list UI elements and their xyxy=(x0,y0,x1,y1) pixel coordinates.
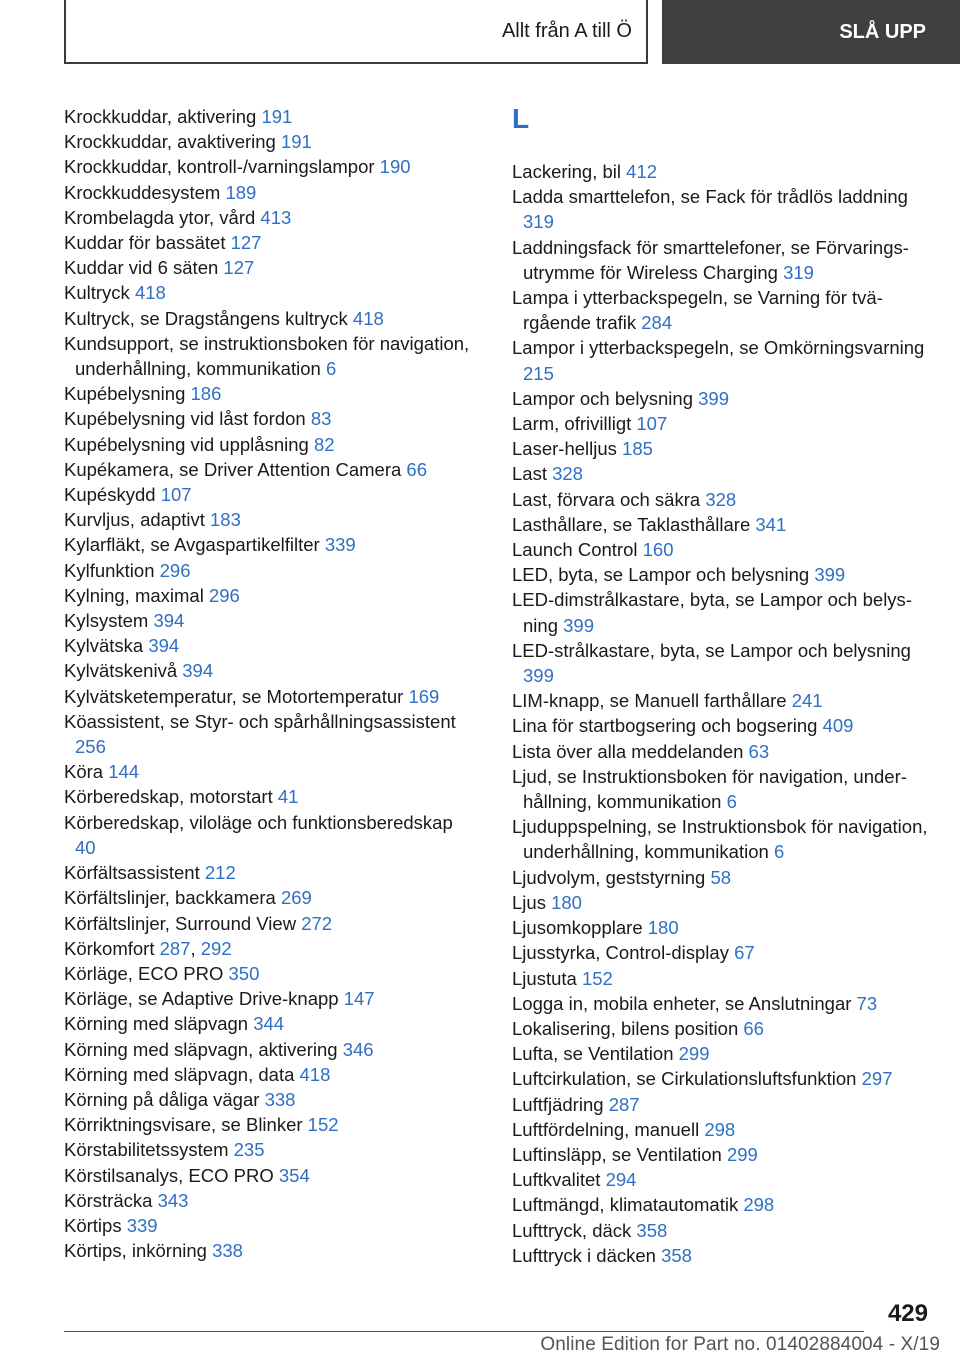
index-entry-term: Körstabilitetssystem xyxy=(64,1139,229,1161)
page-link[interactable]: 127 xyxy=(223,257,255,279)
index-entry-term: Ljuduppspelning, se Instruktionsbok för navigation, underhållning, kommunikation xyxy=(512,816,928,863)
index-entry xyxy=(64,1213,474,1238)
page-link[interactable]: 73 xyxy=(856,992,878,1014)
index-entry-term: Kupékamera, se Driver Attention Camera xyxy=(64,458,402,480)
page-link[interactable]: 399 xyxy=(698,387,730,409)
index-entry-term: Ljus xyxy=(512,891,546,913)
page-link[interactable]: 346 xyxy=(342,1038,374,1060)
index-entry xyxy=(512,184,932,234)
index-entry-term: Kupéskydd xyxy=(64,484,156,506)
index-entry-term: Launch Control xyxy=(512,539,638,561)
index-entry xyxy=(512,713,932,738)
tab-allt-fran-a-till-o-label: Allt från A till Ö xyxy=(501,19,632,42)
page-link[interactable]: 394 xyxy=(182,660,214,682)
index-entry xyxy=(512,537,932,562)
index-entry xyxy=(64,759,474,784)
index-entry xyxy=(64,986,474,1011)
index-entry-term: Ljustuta xyxy=(512,967,577,989)
index-entry-term: Lina för startbogsering och bogsering xyxy=(512,715,818,737)
page-link[interactable]: 409 xyxy=(822,715,854,737)
page-link[interactable]: 191 xyxy=(280,131,312,153)
index-entry xyxy=(512,814,932,864)
index-entry-term: Lufttryck i däcken xyxy=(512,1244,656,1266)
index-entry xyxy=(64,255,474,280)
index-entry xyxy=(64,633,474,658)
index-entry xyxy=(64,1137,474,1162)
index-entry-term: Luftinsläpp, se Ventilation xyxy=(512,1143,722,1165)
index-entry-term: Luftfördelning, manuell xyxy=(512,1118,700,1140)
page-link[interactable]: 341 xyxy=(755,513,787,535)
index-entry-term: Körtips xyxy=(64,1214,122,1236)
index-entry xyxy=(512,487,932,512)
index-entry xyxy=(512,1066,932,1091)
index-entry xyxy=(64,658,474,683)
index-entry xyxy=(512,1243,932,1268)
index-entry xyxy=(512,1016,932,1041)
index-entry-term: Körning med släpvagn, aktivering xyxy=(64,1038,338,1060)
index-entry-term: Lampor och belysning xyxy=(512,387,693,409)
page-link[interactable]: 147 xyxy=(343,988,375,1010)
index-entry-term: Laddningsfack för smarttelefoner, se Förvaringsutrymme för Wireless Charging xyxy=(512,236,909,283)
index-entry xyxy=(64,583,474,608)
index-entry xyxy=(64,331,474,381)
index-entry xyxy=(512,411,932,436)
index-entry xyxy=(512,159,932,184)
index-entry xyxy=(64,1188,474,1213)
index-entry xyxy=(64,432,474,457)
index-entry xyxy=(64,532,474,557)
index-entry-term: Laser-helljus xyxy=(512,438,617,460)
index-entry-term: Körfältsassistent xyxy=(64,862,200,884)
page-link[interactable]: 40 xyxy=(75,836,96,858)
index-entry-term: Körläge, ECO PRO xyxy=(64,962,224,984)
index-entry-term: Körriktningsvisare, se Blinker xyxy=(64,1114,303,1136)
page-link[interactable]: 67 xyxy=(734,942,755,964)
page-link[interactable]: 338 xyxy=(264,1088,296,1110)
page-link[interactable]: 298 xyxy=(743,1194,775,1216)
index-entry xyxy=(64,104,474,129)
page-link[interactable]: 297 xyxy=(861,1068,893,1090)
page-link[interactable]: 284 xyxy=(641,312,673,334)
footer-edition-text: Online Edition for Part no. 01402884004 - X/19 xyxy=(540,1334,940,1355)
page-link[interactable]: 6 xyxy=(726,791,737,813)
page-link[interactable]: 183 xyxy=(210,509,241,531)
index-entry xyxy=(64,507,474,532)
index-entry xyxy=(64,558,474,583)
index-entry xyxy=(64,1163,474,1188)
index-entry xyxy=(512,461,932,486)
page-link[interactable]: 272 xyxy=(301,912,333,934)
index-entry-term: Lampor i ytterbackspegeln, se Omkörningsvarning xyxy=(512,337,925,359)
index-entry-term: Kundsupport, se instruktionsboken för navigation, underhållning, kommunikation xyxy=(64,332,470,380)
index-entry-term: Last, förvara och säkra xyxy=(512,488,701,510)
footer-divider xyxy=(64,1331,864,1332)
index-entry-term: Krockkuddesystem xyxy=(64,181,221,203)
page-link[interactable]: 296 xyxy=(159,559,191,581)
index-entry xyxy=(64,381,474,406)
page-number: 429 xyxy=(887,1300,928,1327)
index-entry-term: Kylfunktion xyxy=(64,559,155,581)
index-column-left xyxy=(64,104,474,1263)
index-entry-term: LED-strålkastare, byta, se Lampor och belysning xyxy=(512,639,911,661)
page-link[interactable]: 358 xyxy=(661,1244,692,1266)
page-link[interactable]: 186 xyxy=(190,383,222,405)
page-link[interactable]: 190 xyxy=(379,156,411,178)
index-entry-term: Körberedskap, viloläge och funktionsberedskap xyxy=(64,811,453,833)
page-link[interactable]: 319 xyxy=(523,211,554,233)
index-entry-term: Körkomfort xyxy=(64,937,155,959)
page-link[interactable]: 169 xyxy=(408,685,440,707)
index-entry xyxy=(512,638,932,688)
index-entry-term: Köassistent, se Styr- och spårhållningsassistent xyxy=(64,710,456,732)
index-entry-term: Last xyxy=(512,463,547,485)
index-entry xyxy=(64,1087,474,1112)
index-entry xyxy=(512,764,932,814)
index-entry-term: Kurvljus, adaptivt xyxy=(64,509,205,531)
index-entry-term: Körstilsanalys, ECO PRO xyxy=(64,1164,274,1186)
index-entry-term: LED, byta, se Lampor och belysning xyxy=(512,564,810,586)
page-link[interactable]: 418 xyxy=(352,307,384,329)
page-link[interactable]: 152 xyxy=(581,967,613,989)
index-entry xyxy=(64,180,474,205)
index-entry-term: Kylvätska xyxy=(64,635,144,657)
page-link[interactable]: 287 xyxy=(159,937,191,959)
index-entry xyxy=(64,810,474,860)
index-entry-term: Lokalisering, bilens position xyxy=(512,1017,739,1039)
index-entry-term: Ljudvolym, geststyrning xyxy=(512,866,706,888)
page-link[interactable]: 339 xyxy=(126,1214,158,1236)
index-entry-term: Luftmängd, klimatautomatik xyxy=(512,1194,739,1216)
tab-sla-upp[interactable] xyxy=(662,0,960,64)
index-entry-term: Luftkvalitet xyxy=(512,1169,601,1191)
page-link[interactable]: 412 xyxy=(626,161,658,182)
index-entry-term: LIM-knapp, se Manuell farthållare xyxy=(512,690,787,712)
page-link[interactable]: 6 xyxy=(773,841,785,863)
index-entry-term: Kultryck xyxy=(64,282,130,304)
page-link[interactable]: 328 xyxy=(705,488,737,510)
page-link[interactable]: 58 xyxy=(710,866,732,888)
page-link[interactable]: 344 xyxy=(253,1013,285,1035)
index-entry xyxy=(64,1011,474,1036)
index-entry xyxy=(64,280,474,305)
index-entry xyxy=(512,285,932,335)
index-entry xyxy=(64,406,474,431)
index-entry xyxy=(512,436,932,461)
index-entry xyxy=(64,306,474,331)
index-entry-term: Körberedskap, motorstart xyxy=(64,786,273,808)
index-entry-term: Körsträcka xyxy=(64,1189,153,1211)
page-link[interactable]: 215 xyxy=(523,362,554,384)
index-entry xyxy=(512,1092,932,1117)
page-link[interactable]: 350 xyxy=(228,962,260,984)
page-link[interactable]: 418 xyxy=(299,1063,331,1085)
index-entry-term: Kylvätskenivå xyxy=(64,660,178,682)
index-entry-term: Ljusstyrka, Control-display xyxy=(512,942,729,964)
page-link[interactable]: 66 xyxy=(406,458,427,480)
page-link[interactable]: 294 xyxy=(605,1169,637,1191)
index-entry xyxy=(512,235,932,285)
index-entry-term: Lasthållare, se Taklasthållare xyxy=(512,513,751,535)
page-link[interactable]: 418 xyxy=(134,282,166,304)
index-entry-term: Luftfjädring xyxy=(512,1093,604,1115)
index-entry-term: Kuddar för bassätet xyxy=(64,232,226,254)
index-entry xyxy=(512,1167,932,1192)
page-link[interactable]: 107 xyxy=(160,484,192,506)
index-entry-term: Köra xyxy=(64,761,104,783)
page-link[interactable]: 269 xyxy=(280,887,312,909)
page-link[interactable]: 107 xyxy=(636,413,668,435)
index-entry xyxy=(64,784,474,809)
index-entry xyxy=(512,688,932,713)
index-entry-term: Logga in, mobila enheter, se Anslutningar xyxy=(512,992,852,1014)
index-entry-term: Krockkuddar, kontroll-/varningslampor xyxy=(64,156,375,178)
index-entry xyxy=(512,991,932,1016)
page-link[interactable]: 241 xyxy=(791,690,823,712)
page-link[interactable]: 66 xyxy=(743,1017,764,1039)
page-link[interactable]: 180 xyxy=(551,891,582,913)
page-link[interactable]: 298 xyxy=(704,1118,736,1140)
page-link[interactable]: 144 xyxy=(108,761,140,783)
page-link[interactable]: 6 xyxy=(325,358,337,380)
page-link[interactable]: 394 xyxy=(153,610,185,632)
page-link[interactable]: 189 xyxy=(225,181,257,203)
index-entry-term: Kylsystem xyxy=(64,610,149,632)
index-entry xyxy=(512,587,932,637)
index-entry xyxy=(512,739,932,764)
index-entry-term: Kuddar vid 6 säten xyxy=(64,257,219,279)
index-entry xyxy=(512,386,932,411)
page-link[interactable]: 256 xyxy=(75,736,106,758)
index-entry-term: Körning med släpvagn, data xyxy=(64,1063,295,1085)
page-link[interactable]: 413 xyxy=(260,206,292,228)
index-column-right xyxy=(512,104,932,1268)
page-link[interactable]: 339 xyxy=(324,534,356,556)
index-entry xyxy=(64,230,474,255)
index-entry xyxy=(512,512,932,537)
index-entry xyxy=(512,865,932,890)
page-link[interactable]: 358 xyxy=(636,1219,668,1241)
page-separator: , xyxy=(190,937,201,959)
index-entry-term: Krombelagda ytor, vård xyxy=(64,206,256,228)
page-link[interactable]: 235 xyxy=(233,1139,265,1161)
page-link[interactable]: 180 xyxy=(647,917,679,939)
index-entry xyxy=(64,608,474,633)
index-entry xyxy=(512,1041,932,1066)
page-link[interactable]: 83 xyxy=(310,408,332,430)
page-link[interactable]: 343 xyxy=(157,1189,189,1211)
index-entry-term: Körtips, inkörning xyxy=(64,1240,207,1262)
index-entry-term: Larm, ofrivilligt xyxy=(512,413,632,435)
page-link[interactable]: 287 xyxy=(608,1093,640,1115)
page-link[interactable]: 299 xyxy=(678,1043,710,1065)
index-entry xyxy=(64,860,474,885)
index-entry xyxy=(64,1238,474,1263)
index-entry xyxy=(512,890,932,915)
index-entry-term: Lufttryck, däck xyxy=(512,1219,632,1241)
index-entry-term: Ljusomkopplare xyxy=(512,917,643,939)
page-link[interactable]: 160 xyxy=(642,539,674,561)
index-entry-term: Kultryck, se Dragstångens kultryck xyxy=(64,307,348,329)
page-link[interactable]: 127 xyxy=(230,232,262,254)
page-link[interactable]: 41 xyxy=(277,786,299,808)
index-entry-term: Ladda smarttelefon, se Fack för trådlös laddning xyxy=(512,186,908,208)
section-letter-heading: L xyxy=(512,103,530,134)
page-link[interactable]: 399 xyxy=(523,665,554,687)
index-entry xyxy=(512,915,932,940)
index-entry-term: Kupébelysning xyxy=(64,383,186,405)
index-entry xyxy=(64,936,474,961)
index-entry-term: Ljud, se Instruktionsboken för navigation, underhållning, kommunikation xyxy=(512,765,907,813)
index-entry xyxy=(512,940,932,965)
page-link[interactable]: 82 xyxy=(313,433,335,455)
index-entry-term: Körfältslinjer, backkamera xyxy=(64,887,276,909)
index-entry xyxy=(64,482,474,507)
page-link[interactable]: 212 xyxy=(204,862,236,884)
page-link[interactable]: 399 xyxy=(563,614,594,636)
page-link[interactable]: 292 xyxy=(200,937,232,959)
page-link[interactable]: 394 xyxy=(148,635,180,657)
index-entry-term: Lista över alla meddelanden xyxy=(512,740,744,762)
index-entry-term: Kylning, maximal xyxy=(64,584,204,606)
index-entry xyxy=(64,129,474,154)
index-entry xyxy=(64,205,474,230)
index-entry xyxy=(512,966,932,991)
index-entry-term: Lackering, bil xyxy=(512,161,622,182)
index-entry-term: Körläge, se Adaptive Drive-knapp xyxy=(64,988,339,1010)
index-entry-term: LED-dimstrålkastare, byta, se Lampor och belysning xyxy=(512,589,912,636)
index-entry-term: Luftcirkulation, se Cirkulationsluftsfunktion xyxy=(512,1068,857,1090)
index-entry xyxy=(64,961,474,986)
tab-allt-fran-a-till-o[interactable] xyxy=(64,0,648,64)
index-entry-term: Krockkuddar, avaktivering xyxy=(64,131,276,153)
tab-sla-upp-label: SLÅ UPP xyxy=(839,20,926,43)
index-entry xyxy=(64,457,474,482)
index-entry xyxy=(64,1037,474,1062)
page-link[interactable]: 338 xyxy=(212,1240,243,1262)
page-link[interactable]: 328 xyxy=(552,463,583,485)
index-entry xyxy=(64,885,474,910)
index-entry xyxy=(512,335,932,385)
index-entry xyxy=(64,684,474,709)
index-entry-term: Kupébelysning vid upplåsning xyxy=(64,433,309,455)
page-link[interactable]: 191 xyxy=(261,106,293,127)
index-entry-term: Kylvätsketemperatur, se Motortemperatur xyxy=(64,685,404,707)
index-entry-term: Körning på dåliga vägar xyxy=(64,1088,260,1110)
index-entry xyxy=(512,1117,932,1142)
page-link[interactable]: 63 xyxy=(748,740,770,762)
page-link[interactable]: 152 xyxy=(307,1114,339,1136)
index-entry-term: Krockkuddar, aktivering xyxy=(64,106,257,127)
index-entry-term: Körfältslinjer, Surround View xyxy=(64,912,297,934)
index-entry-term: Kupébelysning vid låst fordon xyxy=(64,408,306,430)
index-entry xyxy=(64,911,474,936)
page-link[interactable]: 185 xyxy=(622,438,653,460)
index-entry-term: Kylarfläkt, se Avgaspartikelfilter xyxy=(64,534,320,556)
page-link[interactable]: 399 xyxy=(814,564,846,586)
index-entry xyxy=(512,1142,932,1167)
index-entry xyxy=(64,1062,474,1087)
index-entry xyxy=(512,1218,932,1243)
index-entry xyxy=(512,562,932,587)
page-link[interactable]: 299 xyxy=(726,1143,758,1165)
index-entry xyxy=(64,154,474,179)
page-link[interactable]: 319 xyxy=(783,261,814,283)
index-entry-term: Körning med släpvagn xyxy=(64,1013,249,1035)
index-entry-term: Lampa i ytterbackspegeln, se Varning för tvärgående trafik xyxy=(512,287,883,334)
index-entry xyxy=(64,709,474,759)
index-entry xyxy=(64,1112,474,1137)
index-entry-term: Lufta, se Ventilation xyxy=(512,1043,674,1065)
page-link[interactable]: 354 xyxy=(278,1164,310,1186)
page-link[interactable]: 296 xyxy=(208,584,240,606)
index-entry xyxy=(512,1192,932,1217)
